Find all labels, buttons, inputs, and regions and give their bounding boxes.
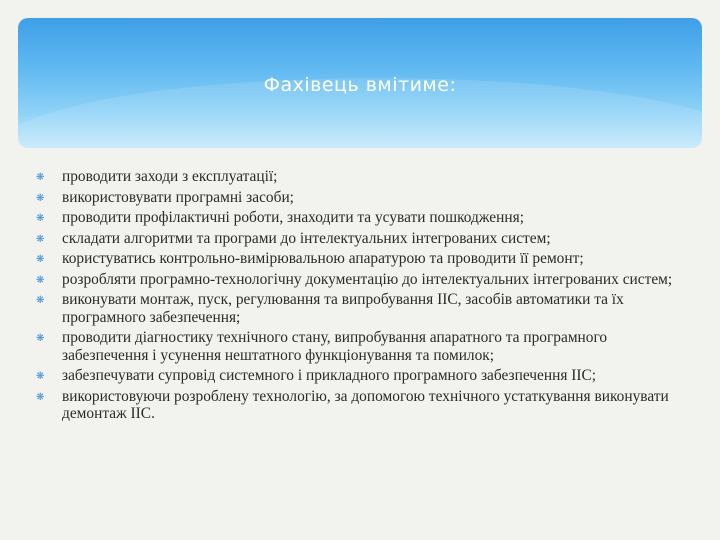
list-item-text: використовувати програмні засоби; [62, 188, 294, 206]
bullet-icon: ❋ [36, 371, 45, 382]
bullet-icon: ❋ [36, 192, 45, 204]
slide-title: Фахівець вмітиме: [263, 74, 457, 96]
list-item [36, 367, 696, 385]
list-item [36, 271, 696, 289]
list-item [36, 230, 696, 248]
bullet-icon: ❋ [36, 295, 45, 306]
list-item [36, 329, 696, 364]
list-item-text: використовуючи розроблену технологію, за допомогою технічного устаткування виконувати демонтаж ІІС. [62, 387, 669, 422]
list-item [36, 189, 696, 207]
bullet-icon: ❋ [36, 213, 45, 224]
list-item-text: забезпечувати супровід системного і прикладного програмного забезпечення ІІС; [62, 367, 597, 384]
bullet-icon: ❋ [36, 333, 45, 344]
list-item-text: складати алгоритми та програми до інтелектуальних інтегрованих систем; [62, 229, 551, 247]
list-item [36, 388, 696, 423]
list-item [36, 291, 696, 326]
list-item-text: проводити діагностику технічного стану, випробування апаратного та програмного забезпечення і усунення нештатного функціонування та помилок; [62, 329, 608, 364]
list-item [36, 250, 696, 268]
list-item-text: проводити заходи з експлуатації; [62, 168, 278, 185]
list-item-text: користуватись контрольно-вимірювальною апаратурою та проводити її ремонт; [62, 250, 584, 267]
bullet-list [36, 168, 696, 426]
title-banner [18, 18, 702, 148]
list-item-text: виконувати монтаж, пуск, регулювання та випробування ІІС, засобів автоматики та їх програмного забезпечення; [62, 291, 624, 326]
list-item-text: проводити профілактичні роботи, знаходити та усувати пошкодження; [62, 209, 524, 226]
bullet-icon: ❋ [36, 274, 45, 286]
list-item-text: розробляти програмно-технологічну документацію до інтелектуальних інтегрованих систем; [62, 270, 673, 288]
bullet-icon: ❋ [36, 391, 45, 403]
bullet-icon: ❋ [36, 254, 45, 265]
list-item [36, 209, 696, 227]
list-item [36, 168, 696, 186]
bullet-icon: ❋ [36, 172, 45, 183]
bullet-icon: ❋ [36, 233, 45, 245]
